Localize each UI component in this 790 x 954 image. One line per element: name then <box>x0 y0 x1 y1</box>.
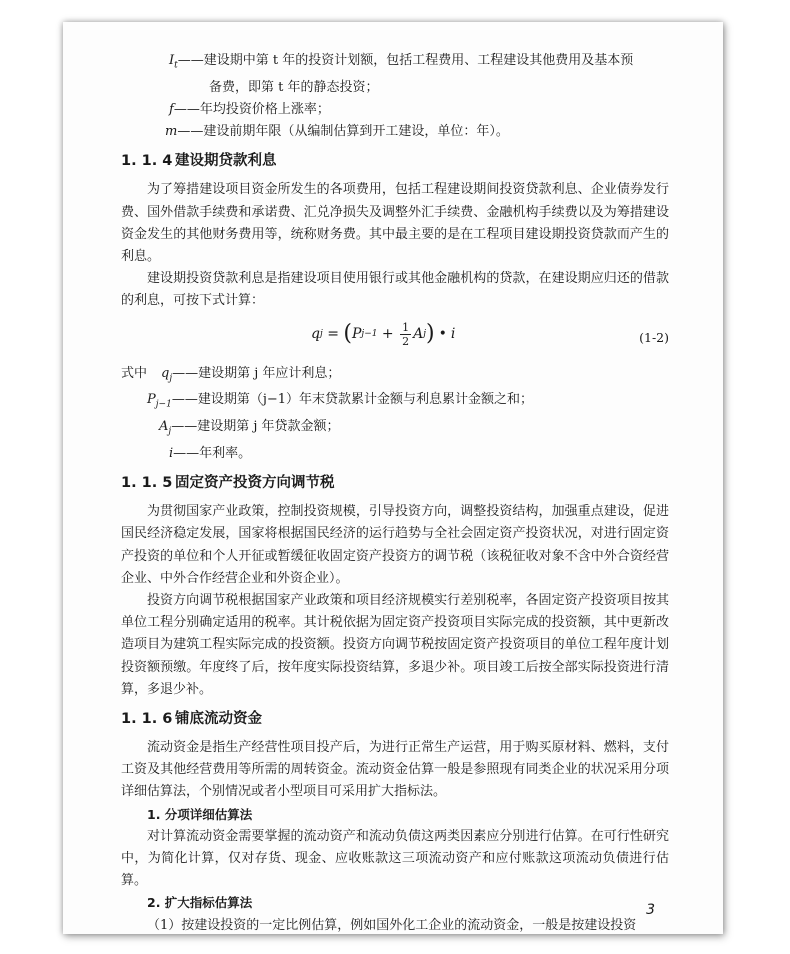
formula-a-sub: j <box>423 329 427 340</box>
formula-1-2 <box>121 315 669 361</box>
symbol: m <box>165 124 178 140</box>
paragraph: 流动资金是指生产经营性项目投产后，为进行正常生产运营，用于购买原材料、燃料，支付工资及其他经营费用等所需的周转资金。流动资金估算一般是参照现有同类企业的状况采用分项详细估算法，个别情况或者小型项目可采用扩大指标法。 <box>121 740 669 800</box>
section-title: 铺底流动资金 <box>175 711 262 728</box>
paragraph: （1）按建设投资的一定比例估算，例如国外化工企业的流动资金，一般是按建设投资 <box>147 917 637 933</box>
formula-a: A <box>413 326 424 343</box>
paragraph: 投资方向调节税根据国家产业政策和项目经济规模实行差别税率，各固定资产投资项目按其单位工程分别确定适用的税率。其计税依据为固定资产投资项目实际完成的投资额，其中更新改造项目为建筑工程实际完成的投资额。投资方向调节税按固定资产投资项目的单位工程年度计划投资额预缴。年度终了后，按年度实际投资结算，多退少补。项目竣工后按全部实际投资进行清算，多退少补。 <box>121 593 669 697</box>
paragraph: 对计算流动资金需要掌握的流动资产和流动负债这两类因素应分别进行估算。在可行性研究中，为简化计算，仅对存货、现金、应收账款这三项流动资产和应付账款这项流动负债进行估算。 <box>121 828 669 889</box>
definition-P-j-1 <box>121 389 669 416</box>
formula-plus: + <box>377 326 399 343</box>
section-heading-1-1-5 <box>121 471 669 495</box>
section-title: 建设期贷款利息 <box>175 153 277 170</box>
symbol: i <box>169 446 174 462</box>
symbol-subscript: j−1 <box>155 400 172 411</box>
formula-dot: • <box>438 326 447 343</box>
formula-lhs: q <box>311 326 320 343</box>
formula-i: i <box>450 326 456 343</box>
section-heading-1-1-6 <box>121 707 669 731</box>
formula-equals: = <box>322 326 344 343</box>
definition-A-j <box>121 416 669 443</box>
definition-text: ——年利率。 <box>173 446 252 462</box>
definition-text: ——年均投资价格上涨率； <box>173 102 330 117</box>
symbol: P <box>147 392 156 408</box>
section-title: 固定资产投资方向调节税 <box>175 475 335 492</box>
page-number: 3 <box>646 902 655 918</box>
definition-text: ——建设前期年限（从编制估算到开工建设，单位：年）。 <box>177 124 509 140</box>
right-paren: ) <box>426 321 435 347</box>
symbol-subscript: t <box>174 60 178 71</box>
left-paren: ( <box>343 321 352 347</box>
paragraph: 为贯彻国家产业政策，控制投资规模，引导投资方向，调整投资结构，加强重点建设，促进国民经济稳定发展，国家将根据国民经济的运行趋势与全社会固定资产投资状况，对进行固定资产投资的单位和个人开征或暂缓征收固定资产投资方的调节税（该税征收对象不含中外合资经营企业、中外合作经营企业和外资企业）。 <box>121 504 669 586</box>
definition-q-j <box>121 363 669 390</box>
formula-expression <box>311 321 455 348</box>
section-number: 1. 1. 5 <box>121 475 173 492</box>
formula-lhs-sub: j <box>319 329 323 340</box>
definition-f <box>121 99 669 121</box>
paragraph: 建设期投资贷款利息是指建设项目使用银行或其他金融机构的贷款，在建设期应归还的借款的利息，可按下式计算： <box>121 271 669 309</box>
symbol: A <box>159 419 169 435</box>
symbol: q <box>161 365 170 381</box>
fraction-numerator: 1 <box>402 320 410 334</box>
equation-number: (1-2) <box>639 329 669 345</box>
symbol: I <box>169 53 175 68</box>
where-label: 式中 <box>121 365 148 381</box>
definition-text: ——建设期第（j−1）年末贷款累计金额与利息累计金额之和； <box>171 392 534 408</box>
book-page <box>63 22 723 934</box>
definition-m <box>121 121 669 143</box>
fraction-denominator: 2 <box>402 334 410 348</box>
formula-p: P <box>352 326 362 343</box>
symbol-subscript: j <box>168 426 172 437</box>
page-content <box>121 50 669 937</box>
definition-text: 备费，即第 t 年的静态投资； <box>209 79 379 95</box>
symbol: f <box>169 102 174 117</box>
definition-text: ——建设期中第 t 年的投资计划额，包括工程费用、工程建设其他费用及基本预 <box>177 53 634 68</box>
section-number: 1. 1. 6 <box>121 711 173 728</box>
subheading: 2. 扩大指标估算法 <box>147 895 253 911</box>
definition-text: ——建设期第 j 年贷款金额； <box>171 419 340 435</box>
formula-p-sub: j−1 <box>361 329 378 340</box>
definition-I-t <box>121 50 669 77</box>
definition-i <box>121 443 669 465</box>
section-number: 1. 1. 4 <box>121 153 173 170</box>
definition-continuation <box>121 77 669 99</box>
symbol-subscript: j <box>169 373 173 384</box>
subheading: 1. 分项详细估算法 <box>147 806 253 822</box>
fraction-one-half <box>400 321 411 348</box>
section-heading-1-1-4 <box>121 149 669 173</box>
paragraph: 为了筹措建设项目资金所发生的各项费用，包括工程建设期间投资贷款利息、企业债券发行费、国外借款手续费和承诺费、汇兑净损失及调整外汇手续费、金融机构手续费以及为筹措建设资金发生的其他财务费用等，统称财务费。其中最主要的是在工程项目建设期投资贷款而产生的利息。 <box>121 182 669 265</box>
definition-text: ——建设期第 j 年应计利息； <box>172 365 341 381</box>
